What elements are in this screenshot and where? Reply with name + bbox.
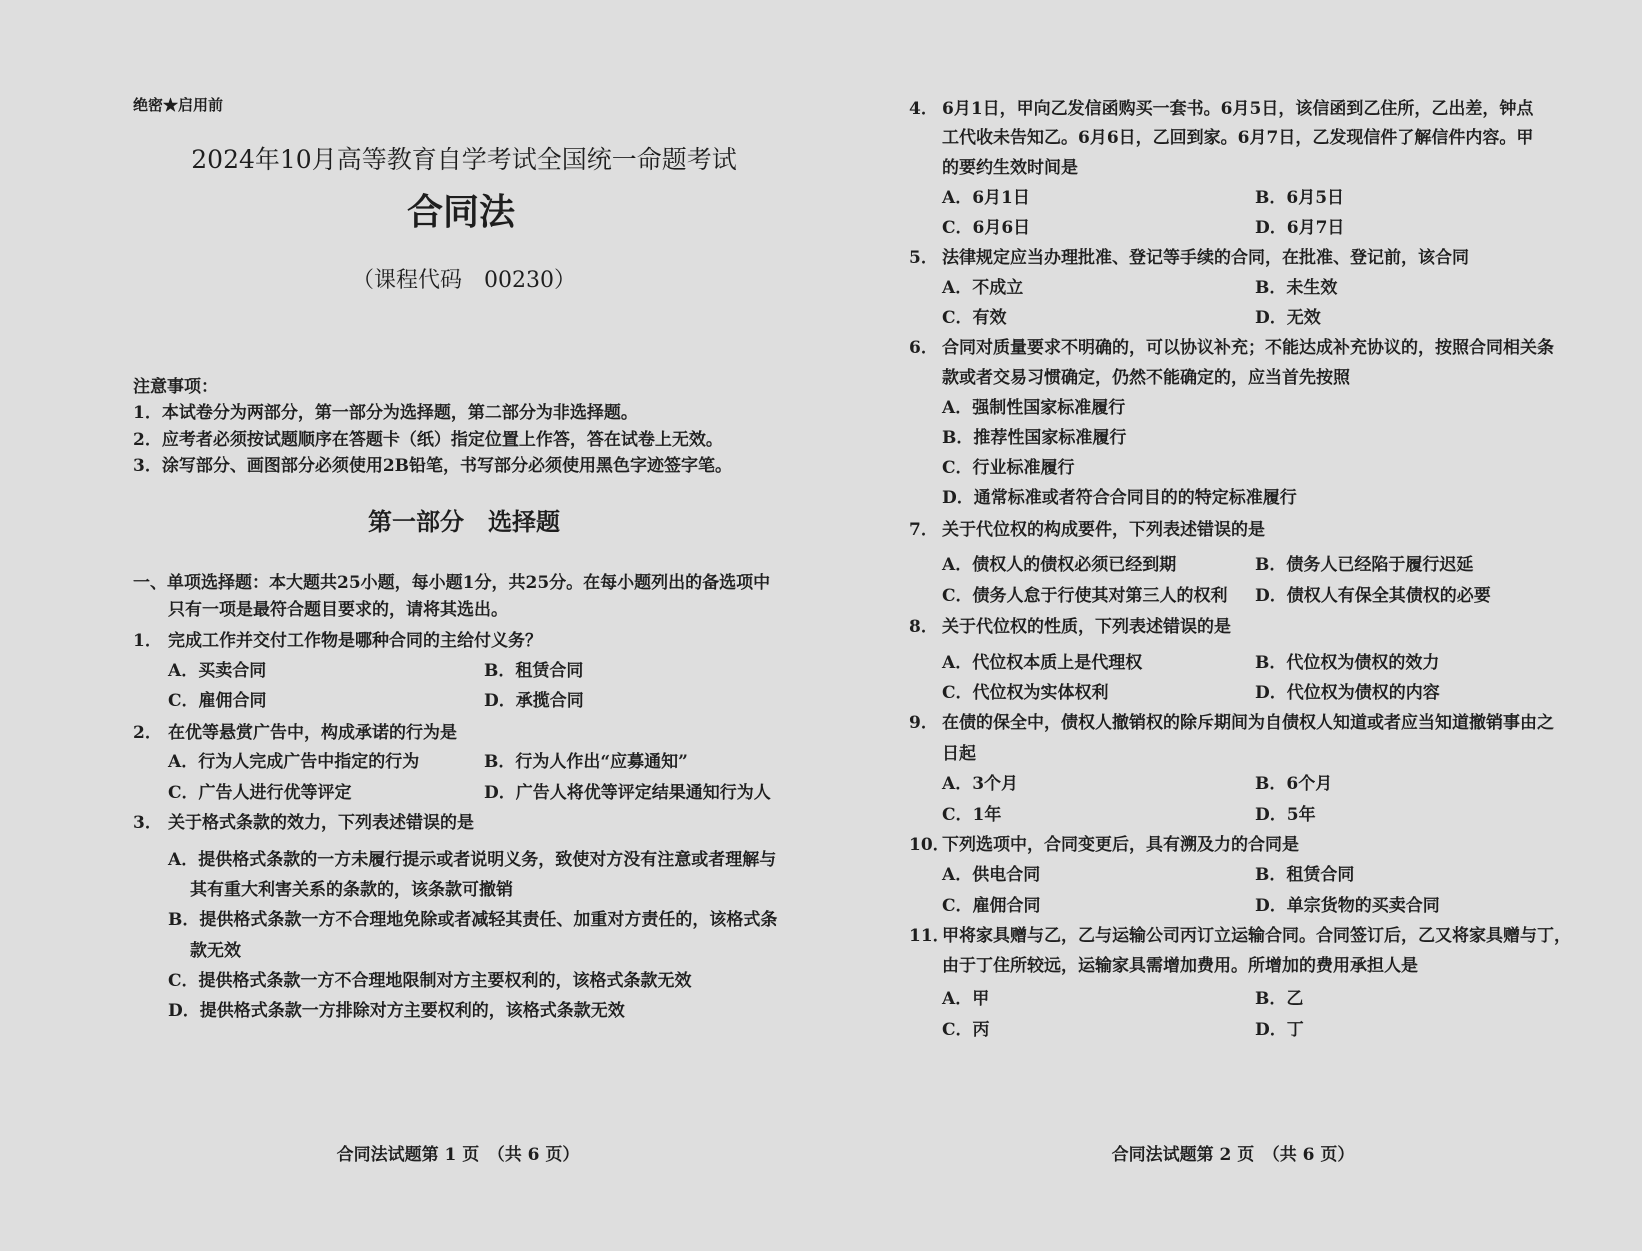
- notice-item: 2．应考者必须按试题顺序在答题卡（纸）指定位置上作答，答在试卷上无效。: [133, 430, 723, 450]
- option-d: D．广告人将优等评定结果通知行为人: [484, 783, 771, 803]
- option-b: B．行为人作出“应募通知”: [484, 752, 688, 772]
- option-a: A．甲: [942, 989, 990, 1009]
- course-code: （课程代码 00230）: [352, 268, 576, 293]
- question-stem: 在优等悬赏广告中，构成承诺的行为是: [168, 723, 457, 743]
- question-stem: 合同对质量要求不明确的，可以协议补充；不能达成补充协议的，按照合同相关条: [942, 338, 1554, 358]
- option-d: D．6月7日: [1255, 218, 1345, 238]
- option-d: D．通常标准或者符合合同目的的特定标准履行: [942, 488, 1297, 508]
- option-b: B．代位权为债权的效力: [1255, 653, 1440, 673]
- question-number: 8．: [909, 617, 938, 637]
- option-a: A．代位权本质上是代理权: [942, 653, 1143, 673]
- option-d: D．单宗货物的买卖合同: [1255, 896, 1440, 916]
- option-d: D．无效: [1255, 308, 1321, 328]
- option-c: C．1年: [942, 805, 1002, 825]
- option-b: B．提供格式条款一方不合理地免除或者减轻其责任、加重对方责任的，该格式条: [168, 910, 778, 930]
- option-a: A．供电合同: [942, 865, 1041, 885]
- option-b: B．6个月: [1255, 774, 1333, 794]
- option-c: C．提供格式条款一方不合理地限制对方主要权利的，该格式条款无效: [168, 971, 692, 991]
- question-stem: 关于代位权的性质，下列表述错误的是: [942, 617, 1231, 637]
- option-b: B．租赁合同: [484, 661, 584, 681]
- question-number: 6．: [909, 338, 938, 358]
- exam-title: 2024年10月高等教育自学考试全国统一命题考试: [191, 145, 737, 174]
- option-c: C．雇佣合同: [942, 896, 1041, 916]
- option-c: C．债务人怠于行使其对第三人的权利: [942, 586, 1228, 606]
- question-stem: 款或者交易习惯确定，仍然不能确定的，应当首先按照: [942, 368, 1350, 388]
- option-d: D．丁: [1255, 1020, 1304, 1040]
- option-c: C．丙: [942, 1020, 990, 1040]
- option-a: 其有重大利害关系的条款的，该条款可撤销: [190, 880, 513, 900]
- question-number: 7．: [909, 520, 938, 540]
- option-a: A．不成立: [942, 278, 1024, 298]
- question-number: 3．: [133, 813, 162, 833]
- option-c: C．有效: [942, 308, 1007, 328]
- question-stem: 在债的保全中，债权人撤销权的除斥期间为自债权人知道或者应当知道撤销事由之: [942, 713, 1554, 733]
- footer-page-2: 合同法试题第 2 页 （共 6 页）: [1111, 1145, 1355, 1165]
- question-number: 1．: [133, 631, 162, 651]
- option-a: A．6月1日: [942, 188, 1030, 208]
- option-d: D．提供格式条款一方排除对方主要权利的，该格式条款无效: [168, 1001, 625, 1021]
- question-stem: 的要约生效时间是: [942, 158, 1078, 178]
- question-stem: 日起: [942, 744, 976, 764]
- option-c: C．雇佣合同: [168, 691, 267, 711]
- question-stem: 关于代位权的构成要件，下列表述错误的是: [942, 520, 1265, 540]
- confidential-mark: 绝密★启用前: [133, 96, 224, 114]
- option-c: C．6月6日: [942, 218, 1031, 238]
- option-c: C．行业标准履行: [942, 458, 1075, 478]
- option-c: C．广告人进行优等评定: [168, 783, 352, 803]
- option-b: B．未生效: [1255, 278, 1338, 298]
- option-a: A．买卖合同: [168, 661, 267, 681]
- question-stem: 由于丁住所较远，运输家具需增加费用。所增加的费用承担人是: [942, 956, 1418, 976]
- question-stem: 6月1日，甲向乙发信函购买一套书。6月5日，该信函到乙住所，乙出差，钟点: [942, 99, 1534, 119]
- subject-title: 合同法: [406, 191, 516, 233]
- question-stem: 下列选项中，合同变更后，具有溯及力的合同是: [942, 835, 1299, 855]
- question-number: 11．: [909, 926, 950, 946]
- question-stem: 完成工作并交付工作物是哪种合同的主给付义务？: [168, 631, 542, 651]
- section-title: 第一部分 选择题: [368, 507, 560, 536]
- question-stem: 关于格式条款的效力，下列表述错误的是: [168, 813, 474, 833]
- question-number: 10．: [909, 835, 950, 855]
- option-d: D．5年: [1255, 805, 1316, 825]
- question-number: 9．: [909, 713, 938, 733]
- question-number: 5．: [909, 248, 938, 268]
- option-b: B．乙: [1255, 989, 1304, 1009]
- option-a: A．强制性国家标准履行: [942, 398, 1126, 418]
- option-b: B．租赁合同: [1255, 865, 1355, 885]
- instruction-line: 一、单项选择题：本大题共25小题，每小题1分，共25分。在每小题列出的备选项中: [133, 573, 771, 593]
- option-a: A．行为人完成广告中指定的行为: [168, 752, 420, 772]
- option-c: C．代位权为实体权利: [942, 683, 1109, 703]
- option-a: A．提供格式条款的一方未履行提示或者说明义务，致使对方没有注意或者理解与: [168, 850, 777, 870]
- notice-heading: 注意事项：: [133, 377, 218, 397]
- question-stem: 法律规定应当办理批准、登记等手续的合同，在批准、登记前，该合同: [942, 248, 1469, 268]
- option-b: B．推荐性国家标准履行: [942, 428, 1127, 448]
- question-number: 4．: [909, 99, 938, 119]
- option-d: D．承揽合同: [484, 691, 584, 711]
- option-b: 款无效: [190, 941, 241, 961]
- option-d: D．债权人有保全其债权的必要: [1255, 586, 1491, 606]
- footer-page-1: 合同法试题第 1 页 （共 6 页）: [336, 1145, 580, 1165]
- option-a: A．债权人的债权必须已经到期: [942, 555, 1177, 575]
- question-number: 2．: [133, 723, 162, 743]
- option-d: D．代位权为债权的内容: [1255, 683, 1440, 703]
- question-stem: 工代收未告知乙。6月6日，乙回到家。6月7日，乙发现信件了解信件内容。甲: [942, 128, 1534, 148]
- instruction-line: 只有一项是最符合题目要求的，请将其选出。: [168, 600, 508, 620]
- option-a: A．3个月: [942, 774, 1019, 794]
- notice-item: 1．本试卷分为两部分，第一部分为选择题，第二部分为非选择题。: [133, 403, 638, 423]
- notice-item: 3．涂写部分、画图部分必须使用2B铅笔，书写部分必须使用黑色字迹签字笔。: [133, 456, 733, 476]
- option-b: B．6月5日: [1255, 188, 1345, 208]
- question-stem: 甲将家具赠与乙，乙与运输公司丙订立运输合同。合同签订后，乙又将家具赠与丁，: [942, 926, 1571, 946]
- option-b: B．债务人已经陷于履行迟延: [1255, 555, 1474, 575]
